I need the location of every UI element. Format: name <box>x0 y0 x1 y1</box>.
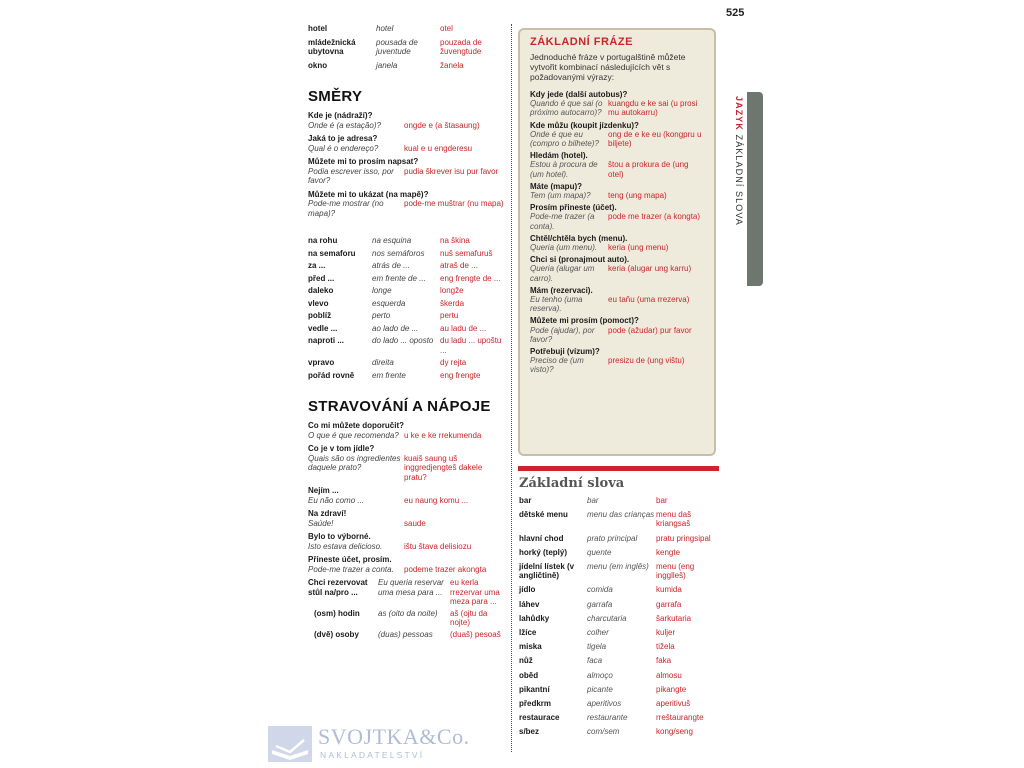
word-pt: comida <box>587 585 613 595</box>
phrase-pron: u ke e ke rrekumenda <box>404 430 482 440</box>
phrase-cz: Kdy jede (další autobus)? <box>530 90 628 99</box>
word-cz: pořád rovně <box>308 370 355 380</box>
phrase-pron: štou a prokura de (ung otel) <box>608 160 689 179</box>
word-pron: eng frengte <box>440 370 481 380</box>
phrase-pt: Podia escrever isso, por favor? <box>308 166 394 185</box>
phrase-pt: Quando é que sai (o próximo autocarro)? <box>530 99 603 118</box>
phrase-item <box>530 90 706 118</box>
section-title-smery: SMĚRY <box>308 88 363 105</box>
reservation-row <box>308 630 504 640</box>
phrase-pron: eu naung komu ... <box>404 495 469 505</box>
word-pron: menu (eng ingglleš) <box>656 562 695 581</box>
word-pt: menu (em inglês) <box>587 562 649 572</box>
word-cz: mládežnická ubytovna <box>308 37 356 56</box>
word-cz: vedle ... <box>308 323 338 333</box>
word-pron: nuš semafuruš <box>440 248 493 258</box>
phrase-pt: Isto estava delicioso. <box>308 541 383 551</box>
direction-row <box>308 274 504 284</box>
word-pron: rreštaurangte <box>656 713 704 723</box>
phrase-pron: keria (alugar ung karru) <box>608 264 692 274</box>
direction-row <box>308 299 504 309</box>
word-pron: tižela <box>656 642 675 652</box>
word-pron: kong/seng <box>656 727 693 737</box>
word-pt: faca <box>587 656 603 666</box>
vocab-row <box>519 671 719 680</box>
phrase-pron: podeme trazer akongta <box>404 564 487 574</box>
word-pt: em frente <box>372 370 406 380</box>
word-pron: kumida <box>656 585 682 595</box>
word-pron: faka <box>656 656 672 666</box>
phrase-pron: pudia škrever isu pur favor <box>404 166 499 176</box>
direction-row <box>308 286 504 296</box>
word-pt: as (oito da noite) <box>378 608 438 618</box>
word-cz: na rohu <box>308 236 338 245</box>
phrase-pt: Preciso de (um visto)? <box>530 356 584 375</box>
word-pt: Eu queria reservar uma mesa para ... <box>378 578 444 597</box>
phrase-pron: saude <box>404 518 426 528</box>
word-cz: jídlo <box>519 585 536 595</box>
vocab-row <box>519 614 719 623</box>
vocab-row <box>519 562 719 580</box>
word-cz: jídelní lístek (v angličtině) <box>519 562 575 581</box>
word-pt: hotel <box>376 24 394 33</box>
word-pron: aš (ojtu da nojte) <box>450 608 488 627</box>
word-pt: ao lado de ... <box>372 323 419 333</box>
direction-row <box>308 358 504 368</box>
vocab-row <box>519 510 719 528</box>
phrase-pron: kual e u engderesu <box>404 143 473 153</box>
word-pron: atraš de ... <box>440 261 478 270</box>
phrase-pt: Onde é que eu (compro o bilhete)? <box>530 129 599 149</box>
word-cz: poblíž <box>308 311 332 320</box>
vocab-row <box>519 727 719 736</box>
word-pt: atrás de ... <box>372 261 410 270</box>
word-pt: do lado ... oposto <box>372 336 434 345</box>
word-pron: bar <box>656 496 668 505</box>
word-pron: žanela <box>440 60 464 70</box>
phrase-item <box>530 151 706 179</box>
word-pron: du ladu ... upoštu ... <box>440 336 502 355</box>
phrase-pron: kuangdu e ke sai (u prosi mu autokarru) <box>608 99 698 118</box>
column-divider <box>511 24 512 752</box>
word-pt: perto <box>372 311 391 320</box>
word-pron: škerda <box>440 298 465 308</box>
word-pt: menu das crianças <box>587 510 655 520</box>
side-label-text: ZÁKLADNÍ SLOVA <box>734 134 744 226</box>
word-pt: esquerda <box>372 298 406 308</box>
watermark-name: SVOJTKA&Co. <box>318 724 470 749</box>
word-cz: naproti ... <box>308 336 344 345</box>
word-pron: au ladu de ... <box>440 323 487 333</box>
phrase-pt: Estou à procura de (um hotel). <box>530 160 598 179</box>
word-cz: vlevo <box>308 298 329 308</box>
word-pt: restaurante <box>587 713 628 723</box>
reservation-row <box>308 609 504 628</box>
phrase-pron: kuaiš saung uš inggredjengteš dakele pratu? <box>404 453 483 482</box>
phrase-cz: Můžete mi prosím (pomoct)? <box>530 316 639 326</box>
word-pt: prato principal <box>587 533 638 543</box>
phrase-item <box>530 255 706 283</box>
word-pron: kuljer <box>656 628 676 638</box>
phrase-pron: presizu de (ung vištu) <box>608 356 685 366</box>
phrase-item <box>530 203 706 231</box>
phrase-cz: Mám (rezervaci). <box>530 285 593 295</box>
phrase-pt: Pode-me trazer a conta. <box>308 564 394 574</box>
word-pron: eng frengte de ... <box>440 273 501 283</box>
phrase-item <box>308 486 504 505</box>
phrase-pt: Eu tenho (uma reserva). <box>530 295 583 314</box>
word-pt: picante <box>587 684 613 694</box>
phrase-cz: Bylo to výborné. <box>308 532 371 541</box>
watermark-sub: NAKLADATELSTVÍ <box>320 750 425 760</box>
phrase-cz: Máte (mapu)? <box>530 181 582 191</box>
left-column <box>308 24 504 641</box>
word-pron: longže <box>440 286 464 295</box>
vocab-list <box>519 496 719 742</box>
phrase-pron: pode me trazer (a kongta) <box>608 212 701 222</box>
word-cz: (dvě) osoby <box>314 629 359 639</box>
word-pron: garrafa <box>656 599 682 609</box>
phrase-cz: Co je v tom jídle? <box>308 444 375 453</box>
phrase-item <box>308 421 504 440</box>
direction-row <box>308 336 504 355</box>
word-pt: pousada de juventude <box>376 37 418 56</box>
word-pt: almoço <box>587 670 613 680</box>
phrase-item <box>308 532 504 551</box>
word-pt: charcutaria <box>587 613 627 623</box>
vocab-row <box>519 656 719 665</box>
phrase-cz: Prosím přineste (účet). <box>530 203 617 213</box>
word-pt: longe <box>372 286 392 295</box>
word-pron: pikangte <box>656 684 687 694</box>
word-cz: lžíce <box>519 628 537 638</box>
phrase-cz: Nejím ... <box>308 486 339 495</box>
section-rule <box>518 466 719 471</box>
word-pt: com/sem <box>587 727 620 737</box>
word-pron: kengte <box>656 547 681 557</box>
word-pron: (duaš) pesoaš <box>450 629 501 639</box>
word-cz: pikantní <box>519 684 550 694</box>
direction-row <box>308 324 504 334</box>
phrase-pt: Tem (um mapa)? <box>530 191 591 201</box>
word-pt: direita <box>372 358 394 367</box>
word-pron: otel <box>440 24 453 33</box>
word-cz: vpravo <box>308 358 335 367</box>
direction-row <box>308 249 504 259</box>
word-pt: em frente de ... <box>372 273 426 283</box>
word-pt: tigela <box>587 642 607 652</box>
phrase-item <box>308 111 504 130</box>
word-pron: na škina <box>440 236 470 245</box>
phrase-cz: Kde je (nádraží)? <box>308 111 373 120</box>
word-pron: pratu pringsipal <box>656 533 711 543</box>
word-cz: bar <box>519 496 532 505</box>
word-cz: lahůdky <box>519 613 550 623</box>
book-logo-icon <box>268 726 312 762</box>
phrase-item <box>530 234 706 252</box>
direction-row <box>308 311 504 321</box>
word-pron: menu daš kriangsaš <box>656 510 692 529</box>
phrase-item <box>308 157 504 186</box>
phrase-pron: ištu štava delisiozu <box>404 541 472 551</box>
phrase-cz: Kde můžu (koupit jízdenku)? <box>530 120 639 130</box>
word-pron: eu kerla rrezervar uma meza para ... <box>450 578 500 606</box>
word-cz: předkrm <box>519 699 552 709</box>
vocab-row <box>519 548 719 557</box>
phrase-item <box>530 182 706 200</box>
word-pt: nos semáforos <box>372 248 425 258</box>
side-section-label <box>728 96 744 276</box>
word-cz: miska <box>519 642 542 652</box>
phrase-item <box>530 286 706 314</box>
direction-row <box>308 371 504 381</box>
vocab-row <box>519 534 719 543</box>
phrase-cz: Jaká to je adresa? <box>308 134 378 143</box>
word-pt: bar <box>587 496 599 505</box>
phrase-pt: Onde é (a estação)? <box>308 120 381 130</box>
chapter-thumb-tab <box>747 92 763 286</box>
word-cz: hlavní chod <box>519 533 564 543</box>
word-cz: nůž <box>519 656 533 666</box>
phrase-pron: keria (ung menu) <box>608 243 669 253</box>
phrase-pt: Pode (ajudar), por favor? <box>530 325 595 344</box>
vocab-row <box>519 600 719 609</box>
phrase-item <box>308 509 504 528</box>
word-cz: Chci rezervovat stůl na/pro ... <box>308 578 368 597</box>
word-pt: janela <box>376 60 398 70</box>
phrase-pt: Qual é o endereço? <box>308 143 379 153</box>
phrase-pt: Pode-me mostrar (no mapa)? <box>308 199 384 218</box>
word-cz: láhev <box>519 599 540 609</box>
phrase-cz: Potřebuji (vízum)? <box>530 347 600 357</box>
page-number: 525 <box>726 7 745 19</box>
phrase-cz: Hledám (hotel). <box>530 151 588 161</box>
vocab-row <box>519 685 719 694</box>
phrase-item <box>530 121 706 149</box>
phrase-cz: Můžete mi to prosím napsat? <box>308 157 419 166</box>
phrase-pron: pode-me muštrar (nu mapa) <box>404 199 504 208</box>
phrase-pron: ong de e ke eu (kongpru u biljete) <box>608 129 702 149</box>
vocab-row <box>519 642 719 651</box>
word-pron: pertu <box>440 311 459 320</box>
word-pt: colher <box>587 628 609 638</box>
vocab-row <box>519 713 719 722</box>
word-cz: hotel <box>308 24 328 33</box>
phrase-item <box>530 347 706 375</box>
reservation-row <box>308 578 504 607</box>
side-label-bold: JAZYK <box>734 96 744 132</box>
word-cz: daleko <box>308 286 334 295</box>
word-pt: aperitivos <box>587 699 622 709</box>
phrase-item <box>308 555 504 574</box>
phrase-pt: Pode-me trazer (a conta). <box>530 212 595 231</box>
phrase-item <box>530 316 706 344</box>
phrase-cz: Chci si (pronajmout auto). <box>530 255 630 265</box>
word-pt: na esquina <box>372 236 412 245</box>
phrase-item <box>308 190 504 219</box>
vocab-row <box>519 496 719 505</box>
word-pt: garrafa <box>587 599 613 609</box>
phrase-pt: Queria (alugar um carro). <box>530 264 595 283</box>
phrase-cz: Přineste účet, prosím. <box>308 555 392 564</box>
word-pron: šarkutaria <box>656 613 692 623</box>
phrase-pt: Queria (um menu). <box>530 243 598 253</box>
phrase-item <box>308 444 504 482</box>
word-cz: restaurace <box>519 713 560 723</box>
phrase-pron: ongde e (a štasaung) <box>404 120 480 130</box>
vocab-row <box>519 585 719 594</box>
publisher-watermark <box>268 722 468 768</box>
phrase-pt: Quais são os ingredientes daquele prato? <box>308 453 401 472</box>
box-title: ZÁKLADNÍ FRÁZE <box>530 36 633 48</box>
phrase-pron: pode (ažudar) pur favor <box>608 325 692 335</box>
word-pron: almosu <box>656 670 682 680</box>
phrase-pt: Eu não como ... <box>308 495 365 505</box>
word-cz: před ... <box>308 273 335 283</box>
section-title-stravovani: STRAVOVÁNÍ A NÁPOJE <box>308 398 491 415</box>
phrase-pron: eu taňu (uma rrezerva) <box>608 295 690 305</box>
phrase-cz: Můžete mi to ukázat (na mapě)? <box>308 189 429 199</box>
vocab-title: Základní slova <box>519 476 625 491</box>
word-cz: horký (teplý) <box>519 547 568 557</box>
phrase-pt: Saúde! <box>308 518 334 528</box>
phrase-cz: Co mi můžete doporučit? <box>308 421 404 430</box>
word-pron: dy rejta <box>440 358 467 367</box>
word-pron: pouzada de žuvengtude <box>440 37 482 56</box>
word-cz: s/bez <box>519 727 540 737</box>
direction-row <box>308 261 504 271</box>
word-cz: okno <box>308 60 328 70</box>
phrase-pt: O que é que recomenda? <box>308 430 399 440</box>
word-cz: (osm) hodin <box>314 608 360 618</box>
word-pron: aperitivuš <box>656 699 691 709</box>
word-pt: (duas) pessoas <box>378 629 433 639</box>
direction-row <box>308 236 504 246</box>
phrase-cz: Chtěl/chtěla bych (menu). <box>530 233 628 243</box>
vocab-row <box>519 628 719 637</box>
word-pt: quente <box>587 547 612 557</box>
box-intro: Jednoduché fráze v portugalštině můžete vytvořit kombinací následujících vět s požadovanými výrazy: <box>530 52 686 82</box>
word-cz: dětské menu <box>519 510 568 520</box>
basic-phrases-box <box>518 28 716 456</box>
word-cz: oběd <box>519 670 539 680</box>
word-cz: na semaforu <box>308 248 356 258</box>
word-cz: za ... <box>308 261 326 270</box>
vocab-row <box>519 699 719 708</box>
phrase-item <box>308 134 504 153</box>
phrase-cz: Na zdraví! <box>308 509 347 518</box>
phrase-pron: teng (ung mapa) <box>608 191 667 201</box>
